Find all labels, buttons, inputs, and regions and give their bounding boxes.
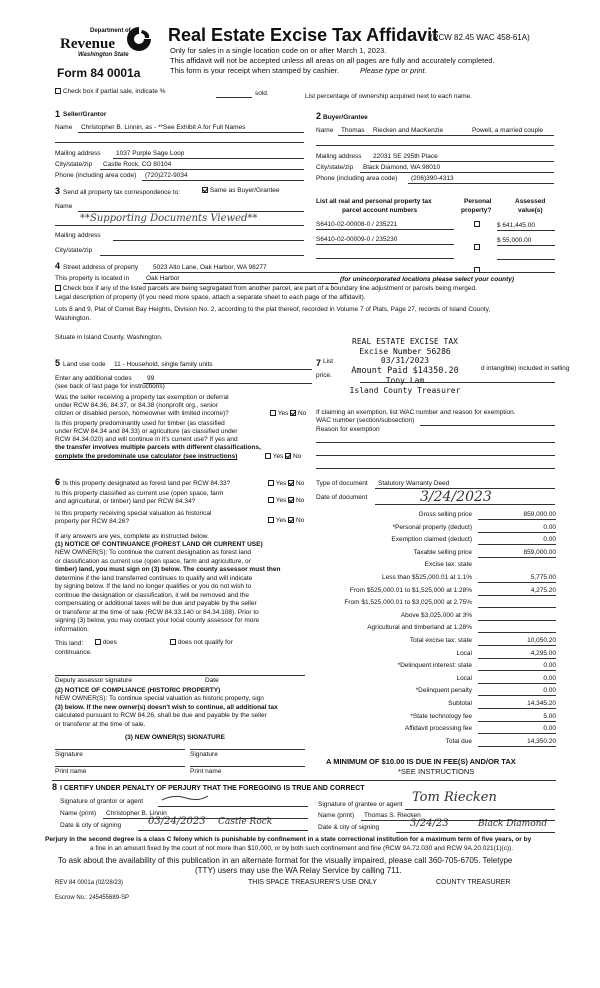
exemption-no-checkbox[interactable] [290, 410, 296, 416]
tax-row-value: 0.00 [543, 536, 556, 543]
seller-section-number: 1 [55, 109, 61, 119]
yes-label: Yes [275, 517, 287, 524]
exemption-question-1: Was the seller receiving a property tax exemption or deferral [55, 394, 229, 401]
notice-line: information. [55, 625, 89, 633]
does-not-qualify-checkbox[interactable] [170, 639, 176, 645]
buyer-name-b: Riecken and MacKenzie [373, 127, 444, 134]
state-text: Washington State [78, 52, 129, 58]
current-use-question-1: Is this property classified as current use (open space, farm [55, 490, 224, 497]
tax-row-value: 5.00 [543, 713, 556, 720]
seller-name-label: Name [55, 124, 73, 131]
stamp-line-2: Excise Number 56286 [359, 346, 451, 356]
tax-row-label: Less than $525,000.01 at 1.1% [382, 574, 472, 581]
grantor-name-label: Name (print) [60, 810, 97, 817]
correspondence-text: Send all property tax correspondence to: [63, 189, 181, 196]
grantee-date-label: Date & city of signing [318, 824, 380, 831]
segregated-checkbox[interactable] [55, 285, 61, 291]
correspondence-name-label: Name [55, 203, 73, 210]
notice-line: signing (3) below, you may contact your local county assessor for more [55, 617, 260, 624]
tax-row-value: 10,050.20 [527, 637, 556, 644]
section-7-price: price. [316, 372, 332, 379]
exemption-question-3: citizen or disabled person, homeowner with limited income)? [55, 410, 229, 417]
grantor-signature-mark [160, 793, 210, 803]
buyer-phone: (206)390-4313 [411, 175, 454, 182]
notice-line: (3) below. If the new owner(s) doesn't wish to continue, all additional tax [55, 703, 278, 711]
additional-codes-label: Enter any additional codes [55, 375, 132, 382]
notice-line: calculated pursuant to RCW 84.26, shall be due and payable by the seller [55, 712, 267, 719]
parcels-header-property: property? [461, 207, 492, 214]
parcel-assessed-value: $ 55,000.00 [497, 237, 532, 244]
section-7-number: 7 [316, 358, 322, 368]
timber-question-1: Is this property predominantly used for timber (as classified [55, 420, 225, 427]
parcel-assessed-value: $ 641,445.00 [497, 222, 535, 229]
notice-compliance-title: (2) NOTICE OF COMPLIANCE (HISTORIC PROPERTY) [55, 687, 221, 694]
buyer-mailing-label: Mailing address [316, 153, 362, 160]
seller-mailing: 1037 Purple Sage Loop [116, 150, 185, 157]
supporting-documents-note: **Supporting Documents Viewed** [80, 213, 258, 224]
tax-row-value: 0.00 [543, 687, 556, 694]
perjury-warning-1: Perjury in the second degree is a class C felony which is punishable by confinement in a state correctional institution for a maximum term of five years, or by [45, 836, 532, 843]
document-type-label: Type of document [316, 480, 368, 487]
tax-row-label: Exemption claimed (deduct) [391, 536, 472, 543]
does-row [95, 639, 117, 647]
timber-question-5: complete the predominate use calculator (see instructions) [55, 453, 238, 460]
current-use-yes-no [268, 497, 304, 505]
notice-line: continue the designation or classification, it will be removed and the [55, 591, 250, 599]
tax-row-label: *Personal property (deduct) [392, 524, 472, 531]
grantor-date: 03/24/2023 [148, 816, 206, 827]
notice-line: or classification as current use (open space, farm and agriculture, or [55, 557, 251, 565]
timber-no-checkbox[interactable] [285, 453, 291, 459]
answers-note: If any answers are yes, complete as instructed below. [55, 533, 209, 540]
owner-print-label-2: Print name [190, 768, 222, 775]
additional-codes-value: 99 [147, 375, 155, 382]
seller-name: Christopher B. Linnin, as - **See Exhibit A for Full Names [81, 124, 246, 131]
document-type: Statutory Warranty Deed [378, 480, 450, 487]
historic-no-checkbox[interactable] [288, 517, 294, 523]
seller-phone: (720)272-9034 [145, 172, 188, 179]
correspondence-section-number: 3 [55, 186, 61, 196]
tax-row-label: Above $3,025,000 at 3% [400, 612, 472, 619]
grantee-signature-label: Signature of grantee or agent [318, 801, 403, 808]
tax-row-label: Local [456, 650, 472, 657]
property-street: 5023 Alto Lane, Oak Harbor, WA 98277 [153, 264, 267, 271]
notice-line: or transferor at the time of sale (RCW 84.33.140 or 84.34.108). Prior to [55, 608, 259, 616]
historic-yes-no [268, 517, 304, 525]
tax-row-value: 14,350.20 [527, 738, 556, 745]
parcels-header-values: value(s) [518, 207, 543, 214]
yes-label: Yes [275, 497, 287, 504]
personal-property-checkbox[interactable] [474, 221, 480, 227]
escrow-label: Escrow No.: [55, 895, 88, 901]
see-back-note: (see back of last page for instructions) [55, 383, 165, 390]
grantee-city: Black Diamond [478, 819, 548, 829]
accessibility-note-1: To ask about the availability of this publication in an alternate format for the visually impaired, please call 360-705-6705. Teletype [58, 856, 513, 865]
parcels-header-personal: Personal [464, 198, 492, 205]
county-treasurer-label: COUNTY TREASURER [436, 879, 511, 886]
owner-signature-label-2: Signature [190, 751, 218, 758]
notice-line: NEW OWNER(S): To continue special valuation as historic property, sign [55, 695, 264, 702]
parcels-header-assessed: Assessed [515, 198, 546, 205]
header-note-3: This form is your receipt when stamped by cashier. [170, 66, 339, 75]
segregated-text: Check box if any of the listed parcels are being segregated from another parcel, are part of a boundary line adjustment or parcels being merged. [62, 285, 477, 292]
notice-line: compensating or additional taxes will be due and payable by the seller [55, 600, 257, 607]
same-as-buyer-checkbox[interactable] [202, 187, 208, 193]
deputy-date-label: Date [205, 677, 219, 684]
buyer-city: Black Diamond, WA 98010 [363, 164, 441, 171]
header-note-3-italic: Please type or print. [360, 66, 427, 75]
timber-question-4: the transfer involves multiple parcels with different classifications, [55, 444, 261, 451]
notice-line: timber) land, you must sign on (3) below. The county assessor must then [55, 566, 281, 573]
timber-yes-checkbox[interactable] [265, 453, 271, 459]
notice-continuance-title: (1) NOTICE OF CONTINUANCE (FOREST LAND OR CURRENT USE) [55, 541, 263, 548]
timber-yes-no [265, 453, 301, 461]
located-note: (for unincorporated locations please select your county) [340, 276, 515, 283]
yes-label: Yes [272, 453, 284, 460]
forest-yes-no [268, 480, 304, 488]
forest-yes-checkbox[interactable] [268, 480, 274, 486]
seller-mailing-label: Mailing address [55, 150, 101, 157]
tax-row-label: Total excise tax: state [409, 637, 472, 644]
buyer-mailing: 22031 SE 295th Place [373, 153, 438, 160]
no-label: No [295, 497, 305, 504]
property-street-label: Street address of property [63, 264, 139, 271]
partial-sale-checkbox[interactable] [55, 88, 61, 94]
header-note-2: This affidavit will not be accepted unless all areas on all pages are fully and accurately completed. [170, 56, 495, 65]
tax-row-label: Taxable selling price [413, 549, 472, 556]
parcels-header-2: parcel account numbers [342, 207, 418, 214]
located-label: This property is located in [55, 275, 130, 282]
exemption-yes-no [270, 410, 306, 418]
parcel-number: S6410-02-00008-0 / 235221 [316, 221, 398, 228]
document-date-label: Date of document [316, 494, 368, 501]
tax-row-value: 0.00 [543, 675, 556, 682]
escrow-number: 245455689-SP [89, 895, 130, 901]
tax-row-label: Local [456, 675, 472, 682]
tax-row-label: Affidavit processing fee [404, 725, 472, 732]
continuance-label: continuance. [55, 649, 92, 656]
tax-row-value: 4,275.20 [530, 587, 556, 594]
seller-phone-label: Phone (including area code) [55, 172, 137, 179]
seller-city-label: City/state/zip [55, 161, 93, 168]
current-use-yes-checkbox[interactable] [268, 497, 274, 503]
land-use-section-number: 5 [55, 358, 61, 368]
minimum-due-note: A MINIMUM OF $10.00 IS DUE IN FEE(S) AND/OR TAX [326, 757, 516, 766]
exemption-claim-2: WAC number (section/subsection) [316, 417, 415, 424]
situate-text: Situate in Island County, Washington. [55, 334, 163, 341]
grantor-date-label: Date & city of signing [60, 822, 122, 829]
ownership-note: List percentage of ownership acquired next to each name. [305, 93, 472, 100]
treasurer-use-only: THIS SPACE TREASURER'S USE ONLY [248, 879, 377, 886]
document-date: 3/24/2023 [420, 489, 492, 505]
does-label: does [102, 639, 117, 646]
buyer-name-c: Powell, a married couple [472, 127, 544, 134]
deputy-assessor-label: Deputy assessor signature [55, 677, 132, 684]
tax-row-value: 0.00 [543, 524, 556, 531]
partial-sale-row [55, 88, 165, 96]
treasurer-stamp [320, 337, 490, 395]
grantee-name-label: Name (print) [318, 812, 355, 819]
notice-continuance-body [55, 549, 281, 634]
revenue-text: Revenue [60, 36, 115, 52]
tax-row-label: From $1,525,000.01 to $3,025,000 at 2.75% [344, 599, 472, 606]
timber-question-3: RCW 84.34.020) and will continue in it's current use? If yes and [55, 436, 238, 443]
new-owner-signature-title: (3) NEW OWNER(S) SIGNATURE [125, 734, 225, 741]
legal-description-2: Washington. [55, 315, 91, 322]
owner-print-label-1: Print name [55, 768, 87, 775]
section-7-list: List [323, 358, 334, 365]
correspondence-city-label: City/state/zip [55, 247, 93, 254]
current-use-no-checkbox[interactable] [288, 497, 294, 503]
forest-no-checkbox[interactable] [288, 480, 294, 486]
exemption-yes-checkbox[interactable] [270, 410, 276, 416]
exemption-claim-1: If claiming an exemption, list WAC number and reason for exemption. [316, 409, 516, 416]
form-rcw: (RCW 82.45 WAC 458-61A) [430, 33, 530, 42]
notice-line: or transferor at the time of sale. [55, 720, 146, 728]
stamp-line-4: Amount Paid $14350.20 [351, 365, 459, 376]
grantor-city: Castle Rock [218, 817, 273, 827]
tax-row-value: 4,295.00 [530, 650, 556, 657]
historic-question-1: Is this property receiving special valuation as historical [55, 510, 212, 517]
tax-row-label: Total due [445, 738, 472, 745]
tax-row-value: 5,775.00 [530, 574, 556, 581]
yes-label: Yes [275, 480, 287, 487]
partial-sale-label: Check box if partial sale, indicate % [62, 88, 166, 95]
notice-line: by signing below. If the land no longer qualifies or you do not wish to [55, 583, 252, 590]
does-not-qualify-label: does not qualify for [177, 639, 233, 646]
forest-question: Is this property designated as forest land per RCW 84.33? [63, 480, 231, 487]
historic-yes-checkbox[interactable] [268, 517, 274, 523]
notice-compliance-body [55, 695, 278, 729]
tax-row-label: *State technology fee [410, 713, 472, 720]
yes-label: Yes [277, 410, 289, 417]
see-instructions-note: *SEE INSTRUCTIONS [398, 767, 475, 776]
section-7-tail: d intangible) included in selling [481, 365, 570, 372]
tax-row-label: *Delinquent penalty [415, 687, 472, 694]
buyer-section-number: 2 [316, 111, 322, 121]
stamp-line-1: REAL ESTATE EXCISE TAX [352, 337, 458, 346]
no-label: No [295, 480, 305, 487]
no-label: No [297, 410, 307, 417]
tax-row-label: Excise tax: state [424, 561, 472, 568]
notice-line: NEW OWNER(S): To continue the current designation as forest land [55, 549, 252, 556]
no-label: No [295, 517, 305, 524]
land-use-label: Land use code [63, 361, 106, 368]
grantee-name: Thomas S. Riecken [364, 812, 421, 819]
accessibility-note-2: (TTY) users may use the WA Relay Service by calling 711. [195, 866, 402, 875]
land-use-value: 11 - Household, single family units [114, 361, 213, 368]
located-value: Oak Harbor [146, 275, 180, 282]
not-qualify-row [170, 639, 233, 647]
this-land-label: This land: [55, 640, 84, 647]
correspondence-mailing-label: Mailing address [55, 232, 101, 239]
certify-section-number: 8 [52, 782, 58, 792]
form-title: Real Estate Excise Tax Affidavit [168, 25, 439, 45]
timber-question-2: under RCW 84.34 and 84.33) or agriculture (as classified under [55, 428, 238, 435]
tax-row-value: 14,345.20 [527, 700, 556, 707]
revenue-swirl-icon [126, 26, 152, 52]
buyer-heading: Buyer/Grantee [323, 114, 368, 121]
certify-text: I CERTIFY UNDER PENALTY OF PERJURY THAT THE FOREGOING IS TRUE AND CORRECT [60, 785, 365, 792]
tax-row-value: 859,000.00 [523, 511, 556, 518]
does-qualify-checkbox[interactable] [95, 639, 101, 645]
same-as-buyer-label: Same as Buyer/Grantee [209, 187, 280, 194]
no-label: No [292, 453, 302, 460]
property-section-number: 4 [55, 261, 61, 271]
seller-city: Castle Rock, CO 80104 [103, 161, 172, 168]
stamp-line-6: Island County Treasurer [349, 385, 461, 395]
tax-row-value: 0.00 [543, 725, 556, 732]
stamp-line-3: 03/31/2023 [380, 356, 430, 366]
partial-sale-sold: sold. [255, 90, 269, 97]
tax-row-label: Agricultural and timberland at 1.28% [367, 624, 472, 631]
owner-signature-label-1: Signature [55, 751, 83, 758]
grantor-signature-label: Signature of grantor or agent [60, 798, 144, 805]
dept-of-text: Department of [90, 28, 131, 34]
segregated-row [55, 285, 477, 293]
tax-row-label: Gross selling price [418, 511, 472, 518]
tax-row-label: Subtotal [448, 700, 472, 707]
perjury-warning-2: a fine in an amount fixed by the court of not more than $10,000, or by both such confinement and fine (RCW 9A.72.030 and RCW 9A.20.021(1)(c)). [90, 845, 514, 852]
grantor-name: Christopher B. Linnin [106, 810, 167, 817]
exemption-claim-3: Reason for exemption [316, 426, 380, 433]
notice-line: determine if the land transferred continues to qualify and will indicate [55, 574, 253, 582]
buyer-name-a: Thomas [341, 127, 365, 134]
header-note-1: Only for sales in a single location code on or after March 1, 2023. [170, 46, 387, 55]
form-revision: REV 84 0001a (02/28/23) [55, 880, 124, 886]
exemption-question-2: under RCW 84.36, 84.37, or 84.38 (nonprofit org., senior [55, 402, 218, 409]
seller-heading: Seller/Grantor [63, 111, 107, 118]
parcel-number: S6410-02-00009-0 / 235230 [316, 236, 398, 243]
grantee-signature: Tom Riecken [412, 790, 497, 805]
tax-row-value: 0.00 [543, 662, 556, 669]
legal-description-label: Legal description of property (if you need more space, attach a separate sheet to each page of the affidavit). [55, 294, 366, 301]
stamp-line-5: Tony Lam [385, 375, 425, 385]
current-use-question-2: and agricultural, or timber) land per RCW 84.34? [55, 498, 196, 505]
buyer-phone-label: Phone (including area code) [316, 175, 398, 182]
tax-row-label: *Delinquent interest: state [397, 662, 472, 669]
tax-row-value: 859,000.00 [523, 549, 556, 556]
tax-row-label: From $525,000.01 to $1,525,000 at 1.28% [349, 587, 472, 594]
grantee-date: 3/24/23 [410, 818, 449, 829]
parcels-header-1: List all real and personal property tax [316, 198, 432, 205]
same-as-row [202, 187, 280, 195]
legal-description-1: Lots 8 and 9, Plat of Comet Bay Heights, Division No. 2, according to the plat thereof, recorded in Volume 7 of Plats, Page 27, records of Island County, [55, 306, 491, 313]
section-6-number: 6 [55, 477, 61, 487]
historic-question-2: property per RCW 84.26? [55, 518, 130, 525]
buyer-name-label: Name [316, 127, 334, 134]
buyer-city-label: City/state/zip [316, 164, 354, 171]
form-number: Form 84 0001a [57, 66, 141, 80]
personal-property-checkbox[interactable] [474, 244, 480, 250]
